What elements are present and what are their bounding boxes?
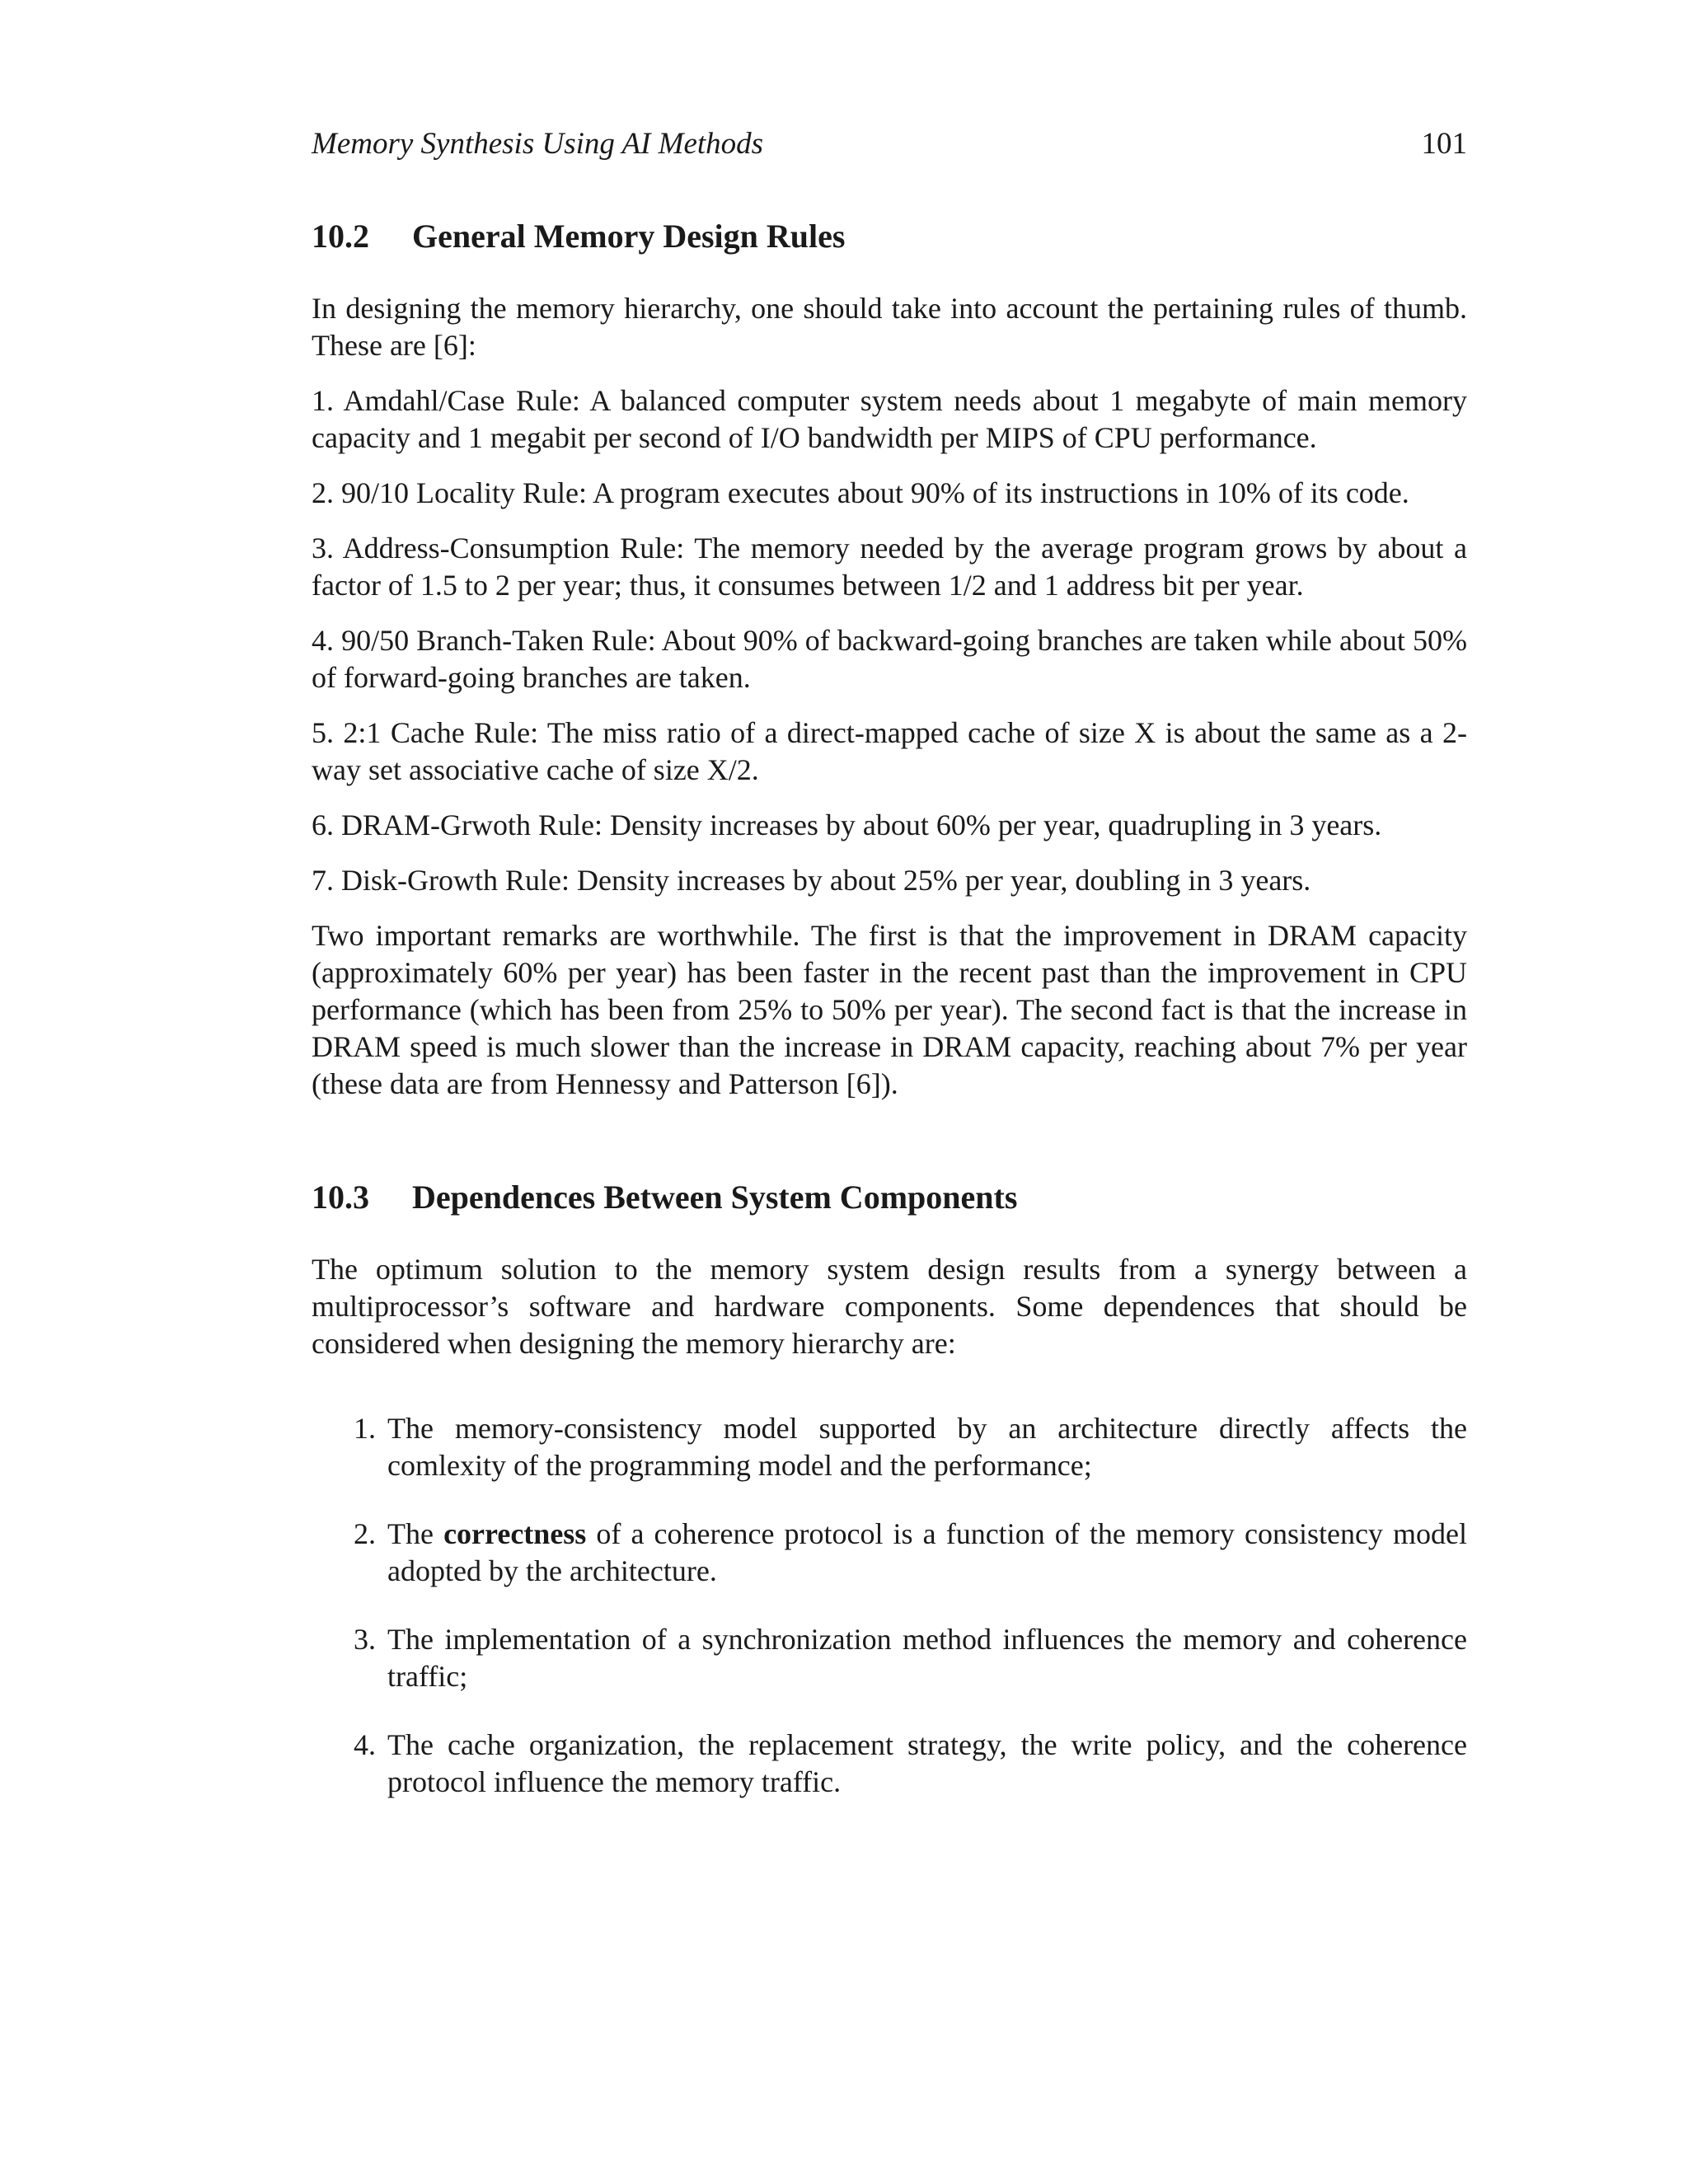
rule-paragraph: 5. 2:1 Cache Rule: The miss ratio of a direct-mapped cache of size X is about the same as a 2-way set associative cache of size X/2.: [312, 716, 1467, 786]
emphasis-term: correctness: [443, 1517, 587, 1550]
dependences-list: [312, 1410, 1467, 1801]
section-intro-paragraph: In designing the memory hierarchy, one should take into account the pertaining rules of thumb. These are [6]:: [312, 292, 1467, 362]
running-head: [312, 124, 1467, 165]
list-item-text-pre: The: [387, 1517, 444, 1550]
list-item-number: 2.: [354, 1517, 376, 1550]
rule-paragraph: 7. Disk-Growth Rule: Density increases by about 25% per year, doubling in 3 years.: [312, 864, 1311, 897]
running-title: Memory Synthesis Using AI Methods: [312, 127, 764, 161]
page-number: 101: [1421, 127, 1467, 161]
rule-paragraph: 4. 90/50 Branch-Taken Rule: About 90% of backward-going branches are taken while about 50% of forward-going branches are taken.: [312, 624, 1467, 694]
list-item: [312, 1516, 1467, 1590]
list-item-number: 1.: [354, 1412, 376, 1445]
list-item-text: The memory-consistency model supported by an architecture directly affects the comlexity of the programming model and the performance;: [387, 1412, 1467, 1482]
remarks-paragraph: Two important remarks are worthwhile. The first is that the improvement in DRAM capacity (approximately 60% per year) has been faster in the recent past than the improvement in CPU performance (which has been from 25% to 50% per year). The second fact is that the increase in DRAM speed is much slower than the increase in DRAM capacity, reaching about 7% per year (these data are from Hennessy and Patterson [6]).: [312, 919, 1467, 1100]
list-item: [312, 1410, 1467, 1484]
list-item: [312, 1621, 1467, 1695]
rule-paragraph: 2. 90/10 Locality Rule: A program executes about 90% of its instructions in 10% of its code.: [312, 476, 1409, 509]
section-intro-paragraph: The optimum solution to the memory system design results from a synergy between a multiprocessor’s software and hardware components. Some dependences that should be considered when designing the memory hierarchy are:: [312, 1253, 1467, 1360]
list-item-number: 4.: [354, 1728, 376, 1761]
section-heading-10-2: [312, 214, 1467, 259]
list-item-number: 3.: [354, 1623, 376, 1656]
rule-paragraph: 3. Address-Consumption Rule: The memory needed by the average program grows by about a factor of 1.5 to 2 per year; thus, it consumes between 1/2 and 1 address bit per year.: [312, 532, 1467, 602]
section-number: 10.2: [312, 218, 369, 255]
rule-paragraph: 1. Amdahl/Case Rule: A balanced computer system needs about 1 megabyte of main memory capacity and 1 megabit per second of I/O bandwidth per MIPS of CPU performance.: [312, 384, 1467, 454]
list-item-text-post: of a coherence protocol is a function of the memory consistency model adopted by the architecture.: [387, 1517, 1467, 1587]
section-number: 10.3: [312, 1179, 369, 1216]
page: [312, 124, 1467, 1832]
section-title: General Memory Design Rules: [412, 218, 846, 255]
list-item: [312, 1727, 1467, 1801]
list-item-text: [387, 1516, 1467, 1590]
section-title: Dependences Between System Components: [412, 1179, 1018, 1216]
section-heading-10-3: [312, 1175, 1467, 1220]
list-item-text: The cache organization, the replacement strategy, the write policy, and the coherence protocol influence the memory traffic.: [387, 1728, 1467, 1798]
rule-paragraph: 6. DRAM-Grwoth Rule: Density increases by about 60% per year, quadrupling in 3 years.: [312, 808, 1382, 841]
list-item-text: The implementation of a synchronization method influences the memory and coherence traffic;: [387, 1623, 1467, 1693]
